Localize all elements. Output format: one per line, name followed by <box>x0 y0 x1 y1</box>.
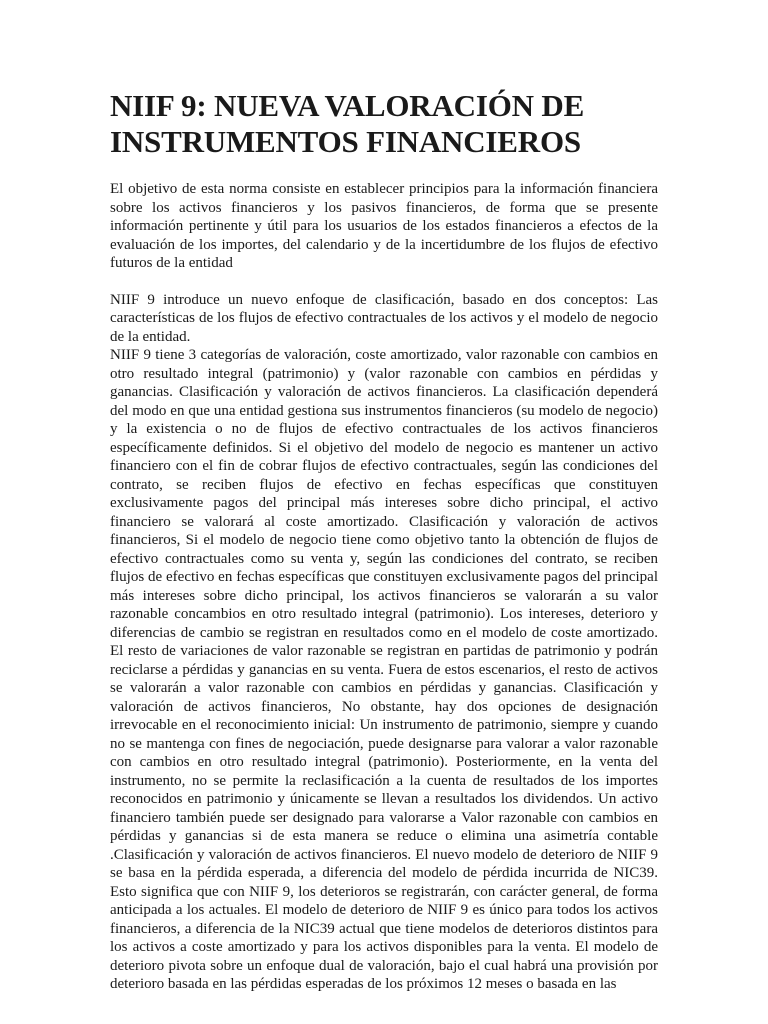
document-title-line-2: INSTRUMENTOS FINANCIEROS <box>110 124 581 159</box>
paragraph-enfoque: NIIF 9 introduce un nuevo enfoque de clasificación, basado en dos conceptos: Las características de los flujos de efectivo contractuales de los activos y el modelo de negocio de la entidad. <box>110 291 658 345</box>
document-title <box>110 88 658 160</box>
document-title-line-1: NIIF 9: NUEVA VALORACIÓN DE <box>110 88 585 123</box>
paragraph-categorias: NIIF 9 tiene 3 categorías de valoración, coste amortizado, valor razonable con cambios en otro resultado integral (patrimonio) y (valor razonable con cambios en pérdidas y ganancias. Clasificación y valoración de activos financieros. La clasificación dependerá del modo en que una entidad gestiona sus instrumentos financieros (su modelo de negocio) y la existencia o no de flujos de efectivo contractuales de los activos financieros específicamente definidos. Si el objetivo del modelo de negocio es mantener un activo financiero con el fin de cobrar flujos de efectivo contractuales, según las condiciones del contrato, se reciben flujos de efectivo en fechas específicas que constituyen exclusivamente pagos del principal más intereses sobre dicho principal, el activo financiero se valorará al coste amortizado. Clasificación y valoración de activos financieros, Si el modelo de negocio tiene como objetivo tanto la obtención de flujos de efectivo contractuales como su venta y, según las condiciones del contrato, se reciben flujos de efectivo en fechas específicas que constituyen exclusivamente pagos del principal más intereses sobre dicho principal, los activos financieros se valorarán a su valor razonable concambios en otro resultado integral (patrimonio). Los intereses, deterioro y diferencias de cambio se registran en resultados como en el modelo de coste amortizado. El resto de variaciones de valor razonable se registran en partidas de patrimonio y podrán reciclarse a pérdidas y ganancias en su venta. Fuera de estos escenarios, el resto de activos se valorarán a valor razonable con cambios en pérdidas y ganancias. Clasificación y valoración de activos financieros, No obstante, hay dos opciones de designación irrevocable en el reconocimiento inicial: Un instrumento de patrimonio, siempre y cuando no se mantenga con fines de negociación, puede designarse para valorar a valor razonable con cambios en otro resultado integral (patrimonio). Posteriormente, en la venta del instrumento, no se permite la reclasificación a la cuenta de resultados de los importes reconocidos en patrimonio y únicamente se llevan a resultados los dividendos. Un activo financiero también puede ser designado para valorarse a Valor razonable con cambios en pérdidas y ganancias si de esta manera se reduce o elimina una asimetría contable .Clasificación y valoración de activos financieros. El nuevo modelo de deterioro de NIIF 9 se basa en la pérdida esperada, a diferencia del modelo de pérdida incurrida de NIC39. Esto significa que con NIIF 9, los deterioros se registrarán, con carácter general, de forma anticipada a los actuales. El modelo de deterioro de NIIF 9 es único para todos los activos financieros, a diferencia de la NIC39 actual que tiene modelos de deterioros distintos para los activos a coste amortizado y para los activos disponibles para la venta. El modelo de deterioro pivota sobre un enfoque dual de valoración, bajo el cual habrá una provisión por deterioro basada en las pérdidas esperadas de los próximos 12 meses o basada en las <box>110 347 658 992</box>
paragraph-objetivo: El objetivo de esta norma consiste en establecer principios para la información financiera sobre los activos financieros y los pasivos financieros, de forma que se presente información pertinente y útil para los usuarios de los estados financieros a efectos de la evaluación de los importes, del calendario y de la incertidumbre de los flujos de efectivo futuros de la entidad <box>110 181 658 271</box>
